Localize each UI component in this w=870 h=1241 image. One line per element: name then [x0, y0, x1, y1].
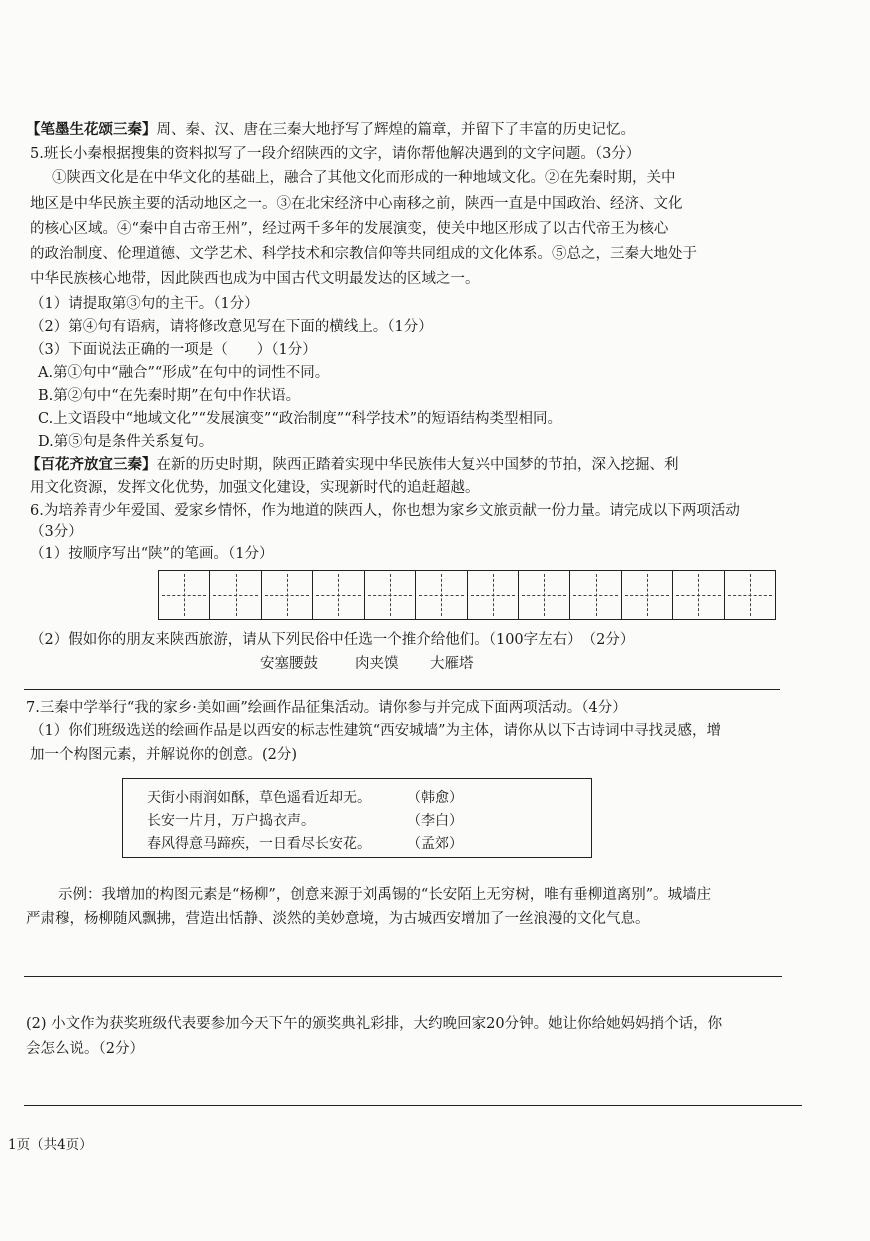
q5-passage-line-5: 中华民族核心地带，因此陕西也成为中国古代文明最发达的区域之一。: [30, 271, 480, 287]
q6-stem-2: （3分）: [30, 524, 83, 540]
answer-line[interactable]: [24, 1105, 802, 1106]
poem-line-2: 长安一片月，万户捣衣声。: [147, 813, 315, 829]
section2-intro-2: 用文化资源，发挥文化优势，加强文化建设，实现新时代的追赶超越。: [30, 480, 480, 496]
grid-cell[interactable]: [313, 571, 364, 619]
grid-cell[interactable]: [468, 571, 519, 619]
q5-passage-line-3: 的核心区域。④“秦中自古帝王州”，经过两千多年的发展演变，使关中地区形成了以古代帝王为核心: [30, 221, 669, 237]
section1-intro: 周、秦、汉、唐在三秦大地抒写了辉煌的篇章，并留下了丰富的历史记忆。: [156, 122, 635, 138]
section2-line-1: [26, 455, 679, 475]
q6-choice-2: 肉夹馍: [355, 656, 399, 672]
q7-example-2: 严肃穆，杨柳随风飘拂，营造出恬静、淡然的美妙意境，为古城西安增加了一丝浪漫的文化气息。: [26, 911, 650, 927]
q7-sub1-2: 加一个构图元素，并解说你的创意。(2分): [30, 747, 298, 763]
grid-cell[interactable]: [622, 571, 673, 619]
q6-choice-3: 大雁塔: [430, 656, 474, 672]
q5-sub1: （1）请提取第③句的主干。（1分）: [30, 296, 259, 312]
grid-cell[interactable]: [673, 571, 724, 619]
q5-option-a: A.第①句中“融合”“形成”在句中的词性不同。: [38, 365, 330, 381]
q5-sub2: （2）第④句有语病，请将修改意见写在下面的横线上。（1分）: [30, 319, 433, 335]
q7-example-1: 示例：我增加的构图元素是“杨柳”，创意来源于刘禹锡的“长安陌上无穷树，唯有垂柳道离别”。城墙庄: [58, 887, 712, 903]
q6-stem-1: 6.为培养青少年爱国、爱家乡情怀，作为地道的陕西人，你也想为家乡文旅贡献一份力量。请完成以下两项活动: [30, 503, 740, 519]
grid-cell[interactable]: [416, 571, 467, 619]
q5-passage-line-2: 地区是中华民族主要的活动地区之一。③在北宋经济中心南移之前，陕西一直是中国政治、经济、文化: [30, 196, 683, 212]
answer-line[interactable]: [24, 976, 782, 977]
q5-option-c: C.上文语段中“地域文化”“发展演变”“政治制度”“科学技术”的短语结构类型相同。: [38, 411, 562, 427]
q5-option-d: D.第⑤句是条件关系复句。: [38, 434, 214, 450]
q6-sub2: （2）假如你的朋友来陕西旅游，请从下列民俗中任选一个推介给他们。（100字左右） （2分）: [30, 632, 635, 648]
section2-intro-1: 在新的历史时期，陕西正踏着实现中华民族伟大复兴中国梦的节拍，深入挖掘、利: [156, 457, 679, 473]
q5-option-b: B.第②句中“在先秦时期”在句中作状语。: [38, 388, 301, 404]
q5-stem: 5.班长小秦根据搜集的资料拟写了一段介绍陕西的文字，请你帮他解决遇到的文字问题。（3分）: [30, 146, 641, 162]
grid-cell[interactable]: [519, 571, 570, 619]
poem-author-2: （李白）: [407, 813, 463, 829]
q5-passage-line-4: 的政治制度、伦理道德、文学艺术、科学技术和宗教信仰等共同组成的文化体系。⑤总之，三秦大地处于: [30, 246, 697, 262]
page-number: 1页（共4页）: [8, 1137, 93, 1153]
poem-line-3: 春风得意马蹄疾，一日看尽长安花。: [147, 836, 371, 852]
poem-author-3: （孟郊）: [407, 836, 463, 852]
grid-cell[interactable]: [365, 571, 416, 619]
stroke-writing-grid[interactable]: [158, 570, 776, 620]
grid-cell[interactable]: [725, 571, 775, 619]
poem-author-1: （韩愈）: [407, 790, 463, 806]
poem-line-1: 天街小雨润如酥，草色遥看近却无。: [147, 790, 371, 806]
grid-cell[interactable]: [159, 571, 210, 619]
grid-cell[interactable]: [210, 571, 261, 619]
grid-cell[interactable]: [570, 571, 621, 619]
q6-choice-1: 安塞腰鼓: [260, 656, 318, 672]
section1-heading: 【笔墨生花颂三秦】: [26, 121, 157, 138]
q7-sub1-1: （1）你们班级选送的绘画作品是以西安的标志性建筑“西安城墙”为主体，请你从以下古诗词中寻找灵感，增: [30, 723, 722, 739]
grid-cell[interactable]: [262, 571, 313, 619]
q6-sub1: （1）按顺序写出“陕”的笔画。（1分）: [30, 546, 274, 562]
section2-heading: 【百花齐放宜三秦】: [26, 456, 157, 473]
answer-line[interactable]: [24, 689, 780, 690]
q7-sub2-1: (2) 小文作为获奖班级代表要参加今天下午的颁奖典礼彩排，大约晚回家20分钟。她让你给她妈妈捎个话，你: [26, 1016, 723, 1032]
q5-passage-line-1: ①陕西文化是在中华文化的基础上，融合了其他文化而形成的一种地域文化。②在先秦时期，关中: [52, 170, 676, 186]
q5-sub3: （3）下面说法正确的一项是（ ）（1分）: [30, 342, 317, 358]
poem-box: [122, 778, 592, 858]
q7-sub2-2: 会怎么说。（2分）: [26, 1041, 144, 1057]
section1-line: [26, 120, 635, 140]
q7-stem: 7.三秦中学举行“我的家乡·美如画”绘画作品征集活动。请你参与并完成下面两项活动。（4分）: [26, 700, 627, 716]
